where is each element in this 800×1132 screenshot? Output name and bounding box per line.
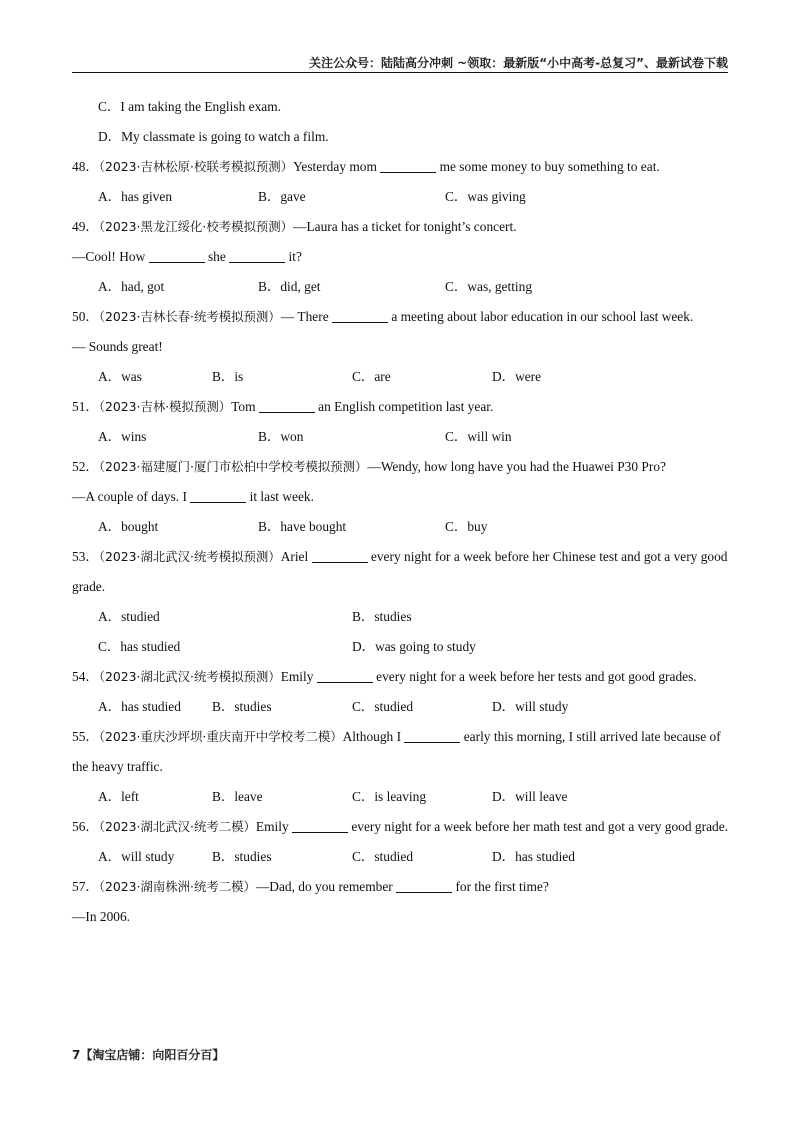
question-57-line [72,872,728,902]
answer-option[interactable] [445,422,512,452]
question-number: 54． [72,669,99,684]
question-text: —Wendy, how long have you had the Huawei P30 Pro? [367,459,666,474]
answer-option[interactable] [492,842,575,872]
option-letter: A． [98,519,122,534]
answer-option[interactable] [492,362,541,392]
question-text: Emily [280,669,317,684]
question-52-line [72,482,728,512]
question-source: （2023·吉林松原·校联考模拟预测） [98,159,294,174]
option-text: is [234,369,244,384]
carryover-options [72,122,728,152]
options-row [72,782,728,812]
option-text: leave [234,789,263,804]
option-text: left [121,789,139,804]
option-letter: D． [492,369,516,384]
answer-option[interactable] [98,692,181,722]
answer-blank[interactable] [404,728,460,743]
option-letter: C． [445,279,468,294]
option-text: has studied [120,639,181,654]
option-letter: B． [212,849,235,864]
question-number: 48． [72,159,99,174]
option-text: gave [280,189,306,204]
question-50-line [72,332,728,362]
option-text: have bought [280,519,347,534]
question-source: （2023·湖北武汉·统考模拟预测） [98,669,281,684]
option-text: won [280,429,304,444]
question-text: it? [285,249,302,264]
option-text: will win [467,429,512,444]
question-text: it last week. [246,489,314,504]
page-footer [72,1046,224,1063]
question-text: —In 2006. [72,909,131,924]
answer-blank[interactable] [292,818,348,833]
option-letter: D． [492,789,516,804]
question-text: Yesterday mom [293,159,381,174]
question-source: （2023·福建厦门·厦门市松柏中学校考模拟预测） [98,459,368,474]
question-text: Tom [231,399,259,414]
question-number: 49． [72,219,99,234]
answer-option[interactable] [98,182,172,212]
question-49-line [72,212,728,242]
question-text: —Cool! How [72,249,149,264]
answer-option[interactable] [212,362,243,392]
answer-option[interactable] [352,602,412,632]
question-text: —Laura has a ticket for tonight’s concert. [293,219,517,234]
option-letter: B． [352,609,375,624]
question-51-line [72,392,728,422]
answer-option[interactable] [352,632,476,662]
option-text: was [121,369,142,384]
question-number: 50． [72,309,99,324]
answer-option[interactable] [258,272,321,302]
footer-mark: 7 [72,1048,81,1062]
option-text: are [374,369,391,384]
question-source: （2023·吉林长春·统考模拟预测） [98,309,281,324]
question-54-line [72,662,728,692]
option-letter: A． [98,849,122,864]
question-56-line [72,812,728,842]
options-row [72,692,728,722]
option-text: was going to study [375,639,476,654]
answer-option[interactable] [258,512,346,542]
option-letter: C． [445,519,468,534]
answer-option[interactable] [445,272,532,302]
option-text: was, getting [467,279,533,294]
answer-blank[interactable] [190,488,246,503]
footer-text: 【淘宝店铺：向阳百分百】 [80,1048,225,1062]
question-source: （2023·湖北武汉·统考二模） [98,819,256,834]
answer-option[interactable] [98,422,146,452]
question-number: 55． [72,729,99,744]
answer-blank[interactable] [332,308,388,323]
answer-blank[interactable] [317,668,373,683]
option-text: studies [234,699,272,714]
option-text: will leave [515,789,568,804]
option-letter: B． [212,789,235,804]
option-letter: C． [352,789,375,804]
answer-option[interactable] [352,842,413,872]
options-row [72,842,728,872]
option-text: did, get [280,279,321,294]
question-52-line [72,452,728,482]
option-letter: A． [98,789,122,804]
question-55-line [72,722,728,782]
option-text: has studied [515,849,575,864]
option-text: studies [234,849,272,864]
answer-option[interactable] [445,182,526,212]
options-row [72,362,728,392]
option-letter: A． [98,699,122,714]
answer-option[interactable] [98,782,139,812]
option-letter: C． [445,189,468,204]
question-48-line [72,152,728,182]
option-letter: D． [352,639,376,654]
answer-option[interactable] [98,512,158,542]
option-letter: C． [98,639,121,654]
question-number: 56． [72,819,99,834]
answer-option[interactable] [352,782,426,812]
question-text: every night for a week before her math test and got a very good grade. [348,819,728,834]
question-text: she [204,249,230,264]
options-row [72,602,728,632]
option-text: studies [374,609,412,624]
question-list [72,92,728,932]
option-text: will study [515,699,569,714]
question-number: 53． [72,549,99,564]
question-text: for the first time? [452,879,549,894]
option-letter: B． [212,699,235,714]
option-c: C．I am taking the English exam. [98,99,281,114]
answer-option[interactable] [258,182,306,212]
question-text: every night for a week before her Chinese test and got a very good grade. [72,549,728,594]
options-row [72,182,728,212]
answer-option[interactable] [258,422,303,452]
option-letter: B． [258,519,281,534]
question-text: — There [280,309,332,324]
option-letter: B． [258,279,281,294]
option-text: bought [121,519,159,534]
question-source: （2023·重庆沙坪坝·重庆南开中学校考二模） [98,729,343,744]
option-d: D．My classmate is going to watch a film. [98,129,329,144]
answer-option[interactable] [98,362,142,392]
option-text: has studied [121,699,181,714]
option-text: buy [467,519,488,534]
question-number: 57． [72,879,99,894]
question-source: （2023·黑龙江绥化·校考模拟预测） [98,219,294,234]
answer-option[interactable] [98,632,180,662]
carryover-options [72,92,728,122]
question-number: 52． [72,459,99,474]
option-text: was giving [467,189,526,204]
answer-blank[interactable] [396,878,452,893]
answer-option[interactable] [212,782,263,812]
option-text: studied [374,849,414,864]
answer-option[interactable] [98,602,160,632]
option-text: is leaving [374,789,427,804]
answer-option[interactable] [98,272,164,302]
answer-option[interactable] [445,512,487,542]
option-letter: A． [98,609,122,624]
question-49-line [72,242,728,272]
options-row [72,512,728,542]
answer-option[interactable] [352,692,413,722]
question-text: —A couple of days. I [72,489,191,504]
answer-option[interactable] [98,842,174,872]
option-letter: B． [258,189,281,204]
question-text: Although I [342,729,405,744]
option-text: had, got [121,279,165,294]
option-letter: A． [98,279,122,294]
answer-blank[interactable] [259,398,315,413]
option-text: studied [121,609,160,624]
option-text: were [515,369,542,384]
options-row [72,632,728,662]
option-text: wins [121,429,147,444]
answer-option[interactable] [492,782,568,812]
option-letter: D． [492,849,516,864]
question-number: 51． [72,399,99,414]
page-header: 关注公众号：陆陆高分冲刺 ~领取：最新版“小中高考-总复习”、最新试卷下载 [309,56,728,70]
answer-option[interactable] [492,692,568,722]
option-letter: B． [258,429,281,444]
option-letter: D． [492,699,516,714]
option-letter: A． [98,189,122,204]
option-letter: C． [352,699,375,714]
options-row [72,272,728,302]
question-source: （2023·吉林·模拟预测） [98,399,232,414]
question-text: — Sounds great! [72,339,163,354]
question-57-line [72,902,728,932]
question-text: a meeting about labor education in our school last week. [388,309,694,324]
question-source: （2023·湖南株洲·统考二模） [98,879,256,894]
option-text: studied [374,699,414,714]
question-text: me some money to buy something to eat. [436,159,660,174]
question-text: early this morning, I still arrived late because of the heavy traffic. [72,729,721,774]
question-53-line [72,542,728,602]
question-text: Ariel [280,549,312,564]
option-letter: B． [212,369,235,384]
answer-blank[interactable] [149,248,205,263]
answer-blank[interactable] [229,248,285,263]
question-text: an English competition last year. [314,399,494,414]
option-letter: C． [352,849,375,864]
option-text: has given [121,189,173,204]
options-row [72,422,728,452]
answer-blank[interactable] [312,548,368,563]
question-source: （2023·湖北武汉·统考模拟预测） [98,549,281,564]
option-letter: A． [98,369,122,384]
question-50-line [72,302,728,332]
header-divider [72,72,728,73]
question-text: Emily [255,819,292,834]
option-letter: A． [98,429,122,444]
question-text: —Dad, do you remember [255,879,397,894]
option-text: will study [121,849,175,864]
answer-option[interactable] [212,692,272,722]
answer-option[interactable] [352,362,391,392]
answer-option[interactable] [212,842,272,872]
option-letter: C． [352,369,375,384]
answer-blank[interactable] [380,158,436,173]
option-letter: C． [445,429,468,444]
question-text: every night for a week before her tests and got good grades. [372,669,697,684]
